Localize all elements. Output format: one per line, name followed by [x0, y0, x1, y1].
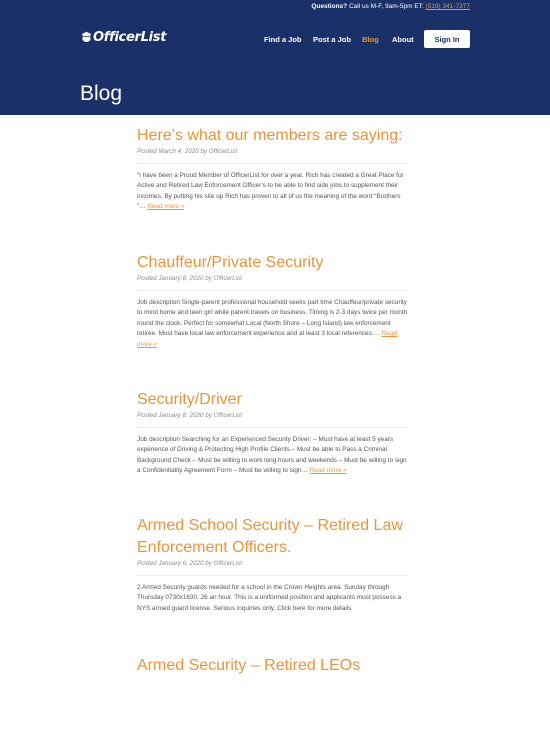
post-title[interactable]: Chauffeur/Private Security	[137, 254, 324, 271]
post-excerpt-text: Job description Single-parent professional household seeks part time Chauffeur/private security to mind home and teen girl while parent travels on business. Timing is 2-3 days twice per month round the clock. Perfect for somewhat Local (North Shore – Long Island) law enforcement retiree. Must have local law enforcement experience and at least 3 local references.…	[137, 299, 408, 338]
blog-post	[137, 515, 409, 614]
post-excerpt-text: “I have been a Proud Member of OfficerList for over a year. Rich has created a Great Place for Active and Retired Law Enforcement Officer’s to be able to find side jobs to supplement their incomes. By putting his site up Rich has proven to all of us the meaning of the word “Brothers ”…	[137, 172, 404, 211]
post-title[interactable]: Armed School Security – Retired Law Enforcement Officers.	[137, 517, 403, 556]
post-excerpt	[137, 435, 409, 477]
read-more-link[interactable]: Read more »	[309, 467, 347, 475]
hours-text: Call us M-F, 9am-5pm ET:	[348, 3, 424, 10]
post-divider	[137, 575, 409, 576]
nav-blog[interactable]: Blog	[362, 35, 379, 44]
phone-link[interactable]: (516) 341-7377	[425, 3, 470, 10]
nav-about[interactable]: About	[392, 35, 414, 44]
blog-post	[137, 252, 409, 350]
blog-post	[137, 389, 409, 477]
post-title[interactable]: Security/Driver	[137, 391, 242, 408]
post-excerpt	[137, 171, 409, 213]
logo[interactable]	[80, 30, 166, 45]
post-excerpt	[137, 298, 409, 350]
post-divider	[137, 163, 409, 164]
nav-post-a-job[interactable]: Post a Job	[313, 35, 351, 44]
post-divider	[137, 290, 409, 291]
top-bar	[0, 0, 550, 16]
police-badge-icon	[80, 31, 93, 45]
post-excerpt: 2 Armed Security guards needed for a school in the Crown Heights area. Sunday through Thursday 0730x1630. 26 an hour. This is a uniformed position and applicants must possess a NYS armed guard license. Serious inquiries only. Click here for more details	[137, 584, 402, 612]
blog-post	[137, 655, 409, 677]
post-meta: Posted March 4, 2020 by OfficerList	[137, 148, 238, 155]
nav-find-a-job[interactable]: Find a Job	[264, 35, 302, 44]
site-header	[0, 16, 550, 115]
post-meta: Posted January 8, 2020 by OfficerList	[137, 412, 243, 419]
page-title: Blog	[80, 82, 123, 105]
post-meta: Posted January 8, 2020 by OfficerList	[137, 275, 243, 282]
brand-name: OfficerList	[93, 30, 167, 45]
read-more-link[interactable]: Read more »	[147, 203, 185, 211]
post-title[interactable]: Here’s what our members are saying:	[137, 127, 403, 144]
blog-post	[137, 125, 409, 213]
contact-info	[311, 3, 470, 10]
post-excerpt-text: Job description Searching for an Experienced Security Driver: – Must have at least 5 years experience of Driving & Protecting High Profile Clients.– Must be able to Pass a Criminal Background Check – Must be willing to work long hours and weekends – Must be willing to sign a Confidentiality Agreement Form – Must be willing to sign…	[137, 436, 407, 475]
post-title[interactable]: Armed Security – Retired LEOs	[137, 657, 361, 674]
post-meta: Posted January 6, 2020 by OfficerList	[137, 560, 243, 567]
read-more-link[interactable]: Read more »	[137, 330, 398, 348]
questions-label: Questions?	[311, 3, 348, 10]
sign-in-button[interactable]: Sign In	[424, 30, 470, 48]
post-divider	[137, 427, 409, 428]
